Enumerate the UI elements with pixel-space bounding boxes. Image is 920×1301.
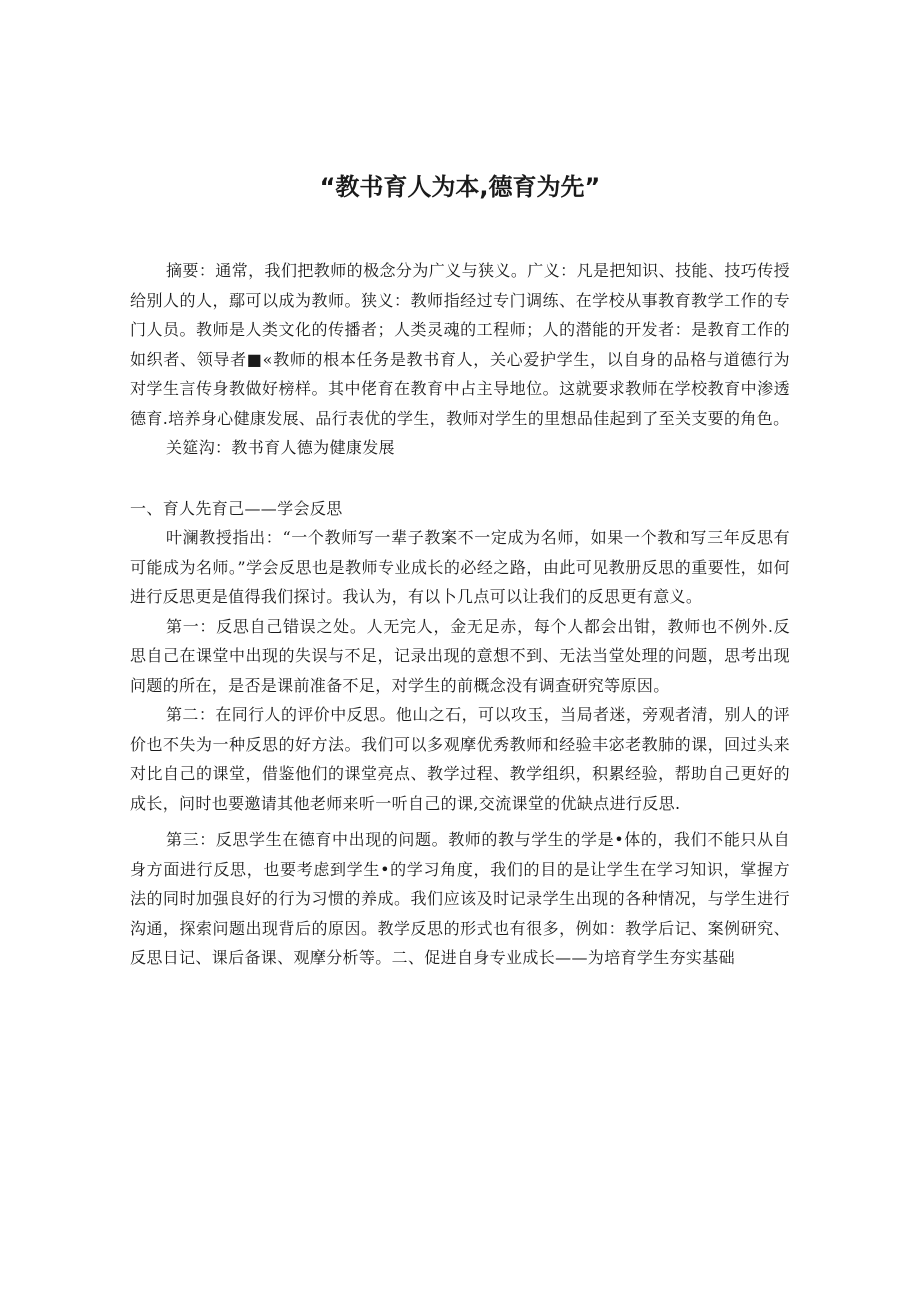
- body-paragraph: 第二：在同行人的评价中反思。他山之石，可以攻玉，当局者迷，旁观者清，别人的评价也不失为一种反思的好方法。我们可以多观摩优秀教师和经验丰宓老教肺的课，回过头来对比自己的课堂，借鉴他们的课堂亮点、教学过程、教学组织，积累经验，帮助自己更好的成长，问时也要邀请其他老师来听一听自己的课,交流课堂的优缺点进行反思.: [130, 705, 790, 813]
- section-heading: 一、育人先育己——学会反思: [130, 498, 343, 518]
- body-paragraph: 第三：反思学生在德育中出现的问题。教师的教与学生的学是•体的，我们不能只从自身方面进行反思，也要考虑到学生•的学习角度，我们的目的是让学生在学习知识，掌握方法的同时加强良好的行为习惯的养成。我们应该及时记录学生出现的各种情况，与学生进行沟通，探索问题出现背后的原因。教学反思的形式也有很多，例如：教学后记、案例研究、反思日记、课后备课、观摩分析等。二、促进自身专业成长——为培育学生夯实基础: [130, 830, 790, 967]
- keywords-line: 关筵沟：教书育人德为健康发展: [166, 438, 395, 457]
- body-paragraph: 叶澜教授指出：“一个教师写一辈子教案不一定成为名师，如果一个教和写三年反思有可能成为名师。”学会反思也是教师专业成长的必经之路，由此可见教册反思的重要性，如何进行反思更是值得我们探讨。我认为，有以卜几点可以让我们的反思更有意义。: [130, 528, 790, 606]
- body-paragraph: 第一：反思自己错误之处。人无完人，金无足赤，每个人都会出钳，教师也不例外.反思自己在课堂中出现的失误与不足，记录出现的意想不到、无法当堂处理的问题，思考出现问题的所在，是否是课前准备不足，对学生的前概念没有调查研究等原因。: [130, 616, 790, 695]
- document-body: [130, 256, 790, 973]
- document-title: “教书育人为本,德育为先”: [319, 173, 601, 201]
- abstract-paragraph: 摘要：通常，我们把教师的极念分为广义与狭义。广义：凡是把知识、技能、技巧传授给别人的人，鄢可以成为教师。狭义：教师指经过专门调练、在学校从事教育教学工作的专门人员。教师是人类文化的传播者；人类灵魂的工程师；人的潜能的开发者：是教育工作的如织者、领导者■«教师的根本任务是教书育人，关心爱护学生，以自身的品格与道德行为对学生言传身教做好榜样。其中佬育在教育中占主导地位。这就要求教师在学校教育中渗透德育.培养身心健康发展、品行表优的学生，教师对学生的里想品佳起到了至关支要的角色。: [130, 261, 790, 428]
